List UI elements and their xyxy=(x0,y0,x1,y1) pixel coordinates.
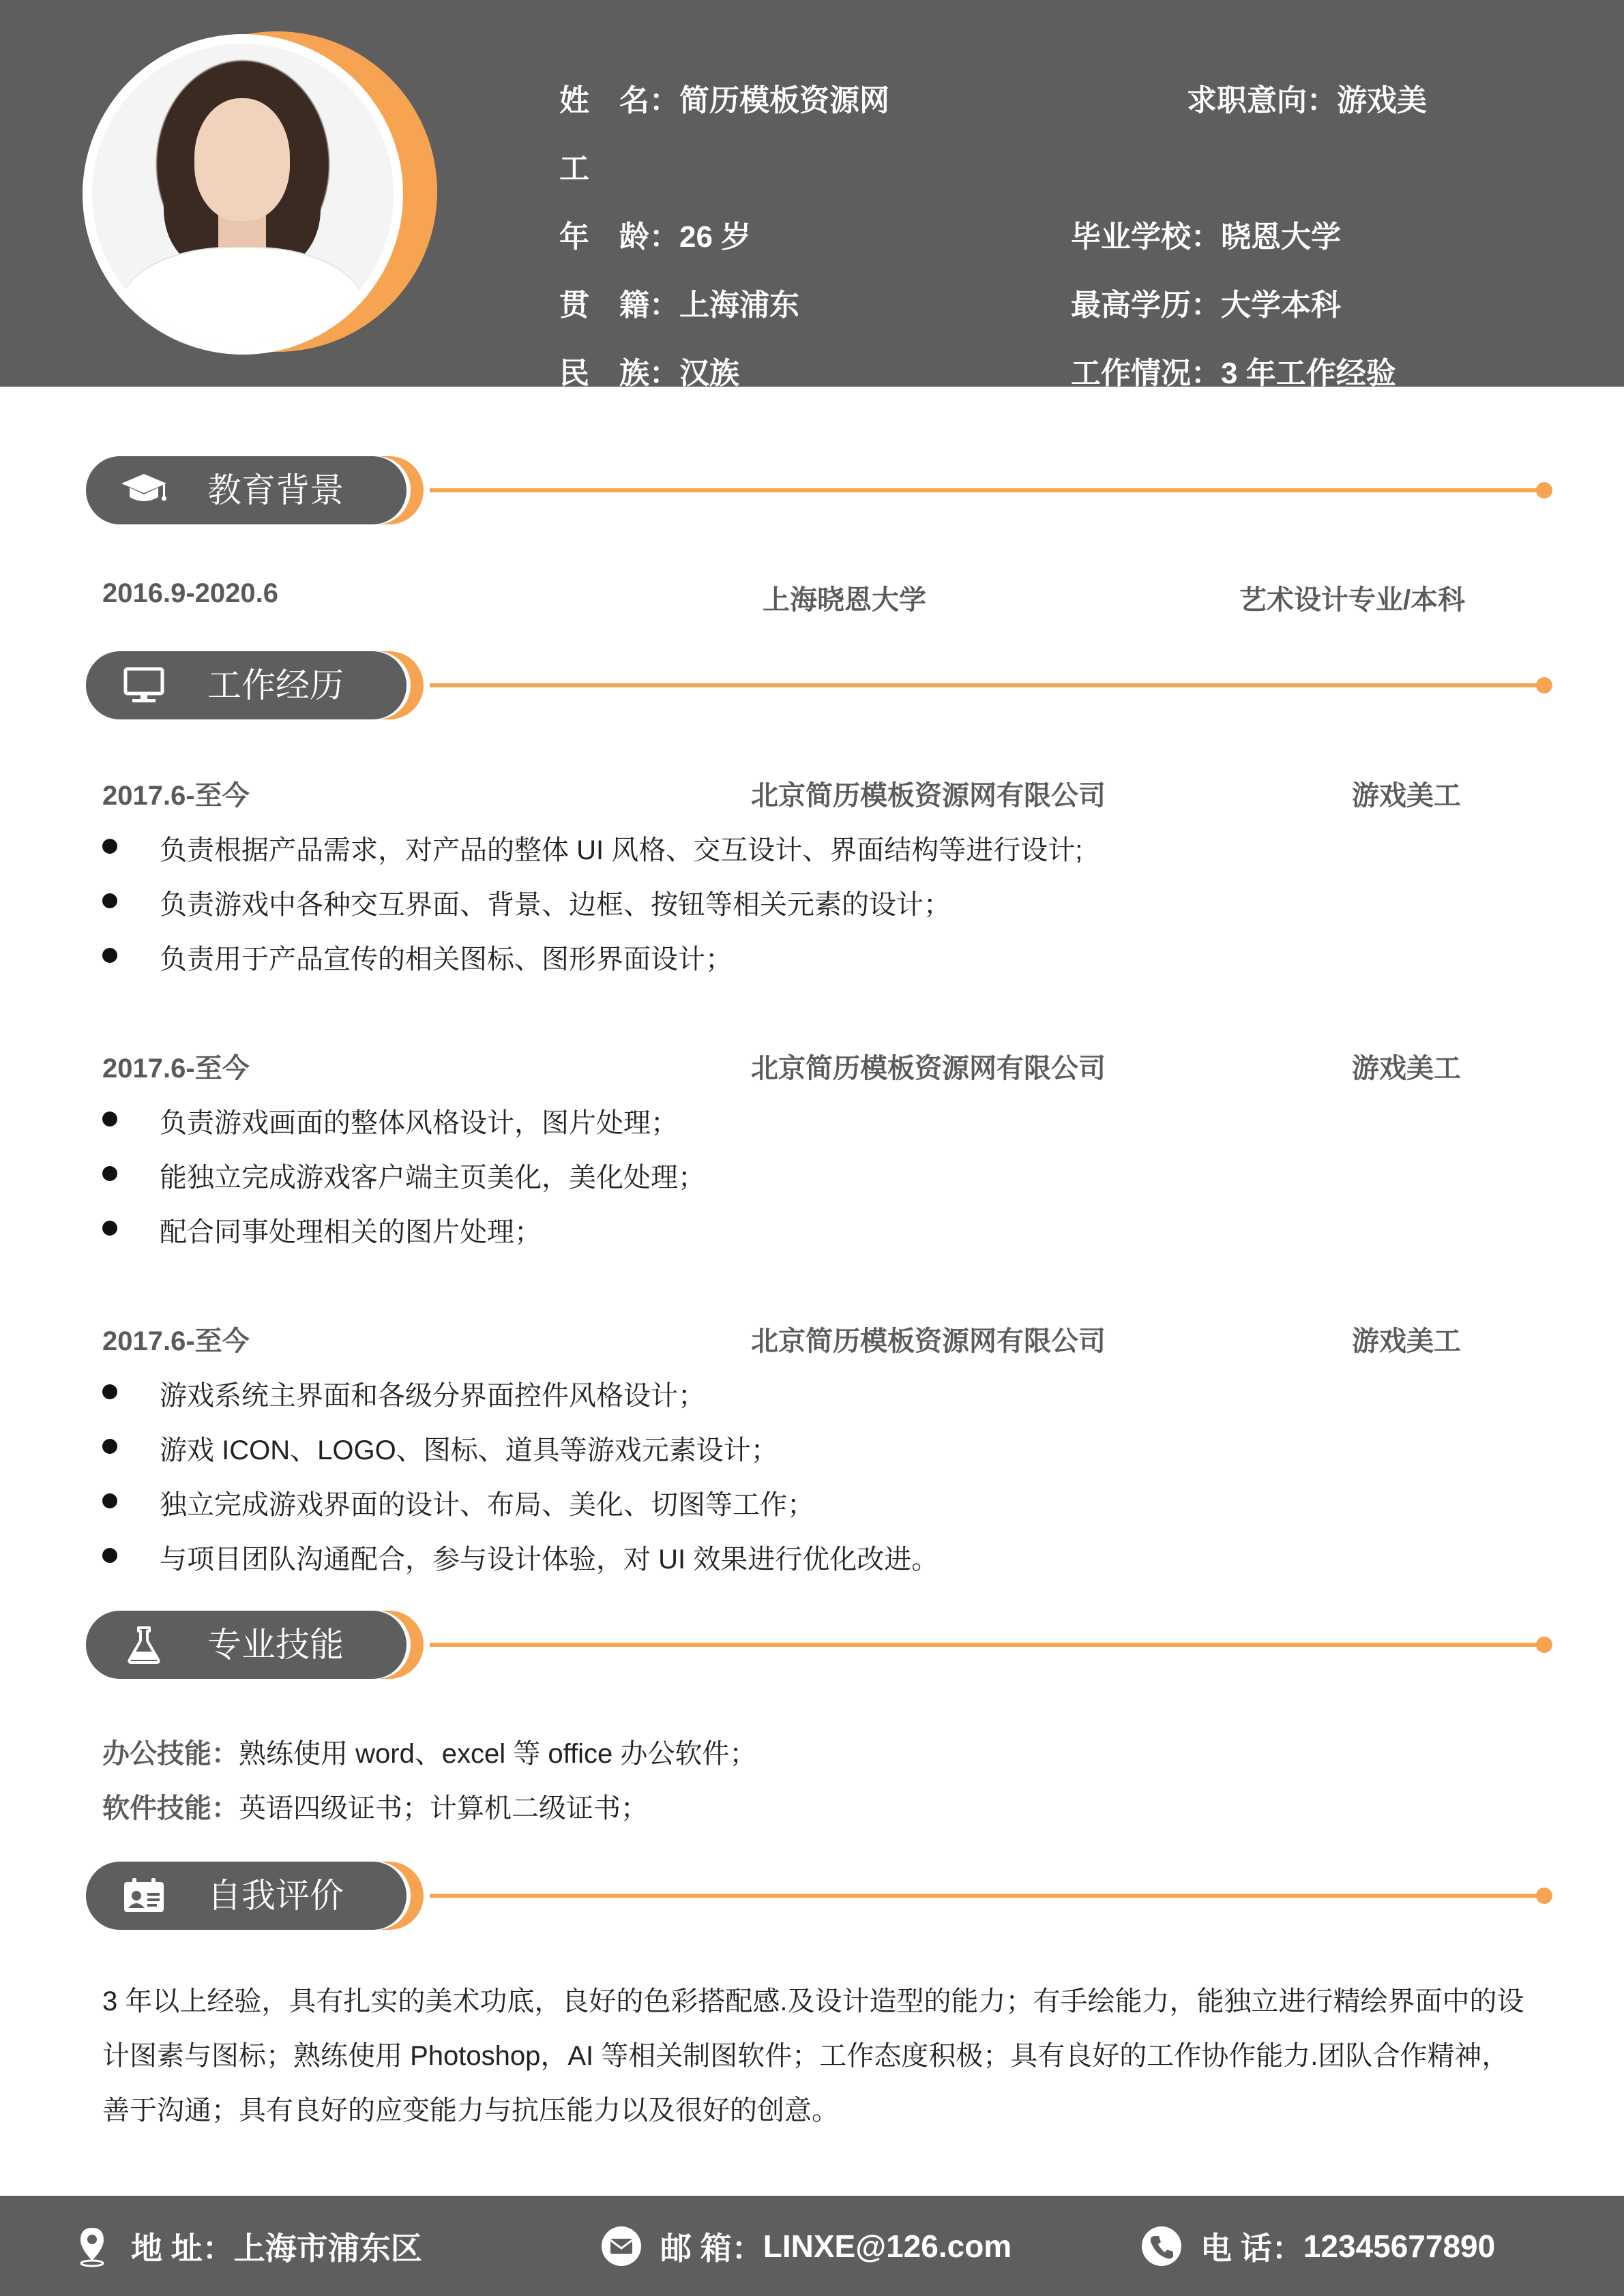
job-period: 2017.6-至今 xyxy=(102,1326,250,1356)
intent-wrap-text: 工 xyxy=(559,152,589,185)
job-duty: 配合同事处理相关的图片处理； xyxy=(160,1217,542,1247)
bullet xyxy=(102,948,117,963)
job-duty: 游戏 ICON、LOGO、图标、道具等游戏元素设计； xyxy=(160,1435,778,1465)
job-title: 游戏美工 xyxy=(1352,1326,1461,1356)
degree-label: 最高学历： xyxy=(1071,288,1221,322)
section-skills xyxy=(86,1611,407,1679)
phone-label: 电 话： xyxy=(1200,2230,1303,2266)
bullet xyxy=(102,1221,117,1236)
job-duty: 游戏系统主界面和各级分界面控件风格设计； xyxy=(160,1381,705,1411)
school-field xyxy=(1071,220,1341,255)
name-label: 姓 名： xyxy=(559,84,679,117)
education-major: 艺术设计专业/本科 xyxy=(1239,585,1466,615)
education-school: 上海晓恩大学 xyxy=(763,585,926,615)
job-period: 2017.6-至今 xyxy=(102,1054,250,1084)
bullet xyxy=(102,893,117,908)
skill-label: 办公技能： xyxy=(102,1739,239,1769)
contact-footer xyxy=(0,2196,1624,2296)
avatar xyxy=(92,44,394,345)
contact-address xyxy=(71,2196,422,2296)
section-education xyxy=(86,456,407,524)
section-skills-title: 专业技能 xyxy=(207,1626,344,1664)
email-label: 邮 箱： xyxy=(660,2230,763,2266)
phone-icon xyxy=(1140,2225,1183,2267)
job-period: 2017.6-至今 xyxy=(102,781,250,811)
age-label: 年 龄： xyxy=(559,220,679,254)
envelope-icon xyxy=(600,2225,643,2267)
degree-value: 大学本科 xyxy=(1221,288,1341,322)
job-duty: 负责用于产品宣传的相关图标、图形界面设计； xyxy=(160,944,733,974)
job-duty: 负责游戏中各种交互界面、背景、边框、按钮等相关元素的设计； xyxy=(160,890,951,920)
bullet xyxy=(102,1384,117,1399)
work-status-field xyxy=(1071,356,1396,387)
intent-label: 求职意向： xyxy=(1187,84,1337,117)
section-work-title: 工作经历 xyxy=(207,666,344,704)
job-company: 北京简历模板资源网有限公司 xyxy=(751,1054,1106,1084)
name-value: 简历模板资源网 xyxy=(679,84,889,117)
skill-value: 熟练使用 word、excel 等 office 办公软件； xyxy=(239,1739,757,1769)
job-duty: 与项目团队沟通配合，参与设计体验，对 UI 效果进行优化改进。 xyxy=(160,1545,939,1575)
skill-software xyxy=(102,1787,648,1825)
skill-label: 软件技能： xyxy=(102,1793,239,1823)
school-value: 晓恩大学 xyxy=(1221,220,1341,254)
flask-icon xyxy=(120,1626,168,1664)
email-value: LINXE@126.com xyxy=(763,2228,1012,2264)
id-card-icon xyxy=(120,1877,168,1915)
contact-email xyxy=(600,2196,1012,2296)
monitor-icon xyxy=(120,666,168,704)
job-company: 北京简历模板资源网有限公司 xyxy=(751,1326,1106,1356)
profile-photo xyxy=(83,34,403,355)
job-duty: 负责根据产品需求，对产品的整体 UI 风格、交互设计、界面结构等进行设计; xyxy=(160,835,1083,865)
bullet xyxy=(102,1439,117,1454)
ethnic-label: 民 族： xyxy=(559,357,679,387)
section-self-dot xyxy=(1536,1888,1552,1904)
job-title: 游戏美工 xyxy=(1352,781,1461,811)
address-label: 地 址： xyxy=(131,2230,234,2266)
section-work-divider xyxy=(430,683,1548,687)
bullet xyxy=(102,1166,117,1181)
intent-field xyxy=(1187,83,1427,119)
phone-value: 12345677890 xyxy=(1303,2228,1496,2264)
origin-value: 上海浦东 xyxy=(679,288,799,322)
section-skills-dot xyxy=(1536,1637,1552,1653)
bullet xyxy=(102,1548,117,1563)
address-value: 上海市浦东区 xyxy=(233,2230,422,2266)
section-self-title: 自我评价 xyxy=(207,1877,344,1915)
section-education-divider xyxy=(430,488,1548,492)
section-skills-divider xyxy=(430,1643,1548,1647)
job-duty: 负责游戏画面的整体风格设计，图片处理； xyxy=(160,1108,678,1138)
profile-header xyxy=(0,0,1624,387)
intent-value: 游戏美 xyxy=(1337,84,1427,117)
name-field xyxy=(559,83,889,119)
skill-office xyxy=(102,1732,756,1771)
ethnic-field xyxy=(559,356,739,387)
job-duty: 能独立完成游戏客户端主页美化，美化处理； xyxy=(160,1163,705,1193)
work-status-label: 工作情况： xyxy=(1071,357,1221,387)
contact-phone xyxy=(1140,2196,1495,2296)
job-title: 游戏美工 xyxy=(1352,1054,1461,1084)
section-work xyxy=(86,651,407,719)
job-duty: 独立完成游戏界面的设计、布局、美化、切图等工作； xyxy=(160,1490,814,1520)
section-self xyxy=(86,1862,407,1930)
school-label: 毕业学校： xyxy=(1071,220,1221,254)
education-period: 2016.9-2020.6 xyxy=(102,578,279,608)
section-work-dot xyxy=(1536,677,1552,694)
degree-field xyxy=(1071,288,1341,323)
location-pin-icon xyxy=(71,2225,113,2267)
bullet xyxy=(102,839,117,854)
graduation-cap-icon xyxy=(120,471,168,509)
bullet xyxy=(102,1493,117,1508)
section-education-dot xyxy=(1536,482,1552,498)
bullet xyxy=(102,1112,117,1127)
section-education-title: 教育背景 xyxy=(207,471,344,509)
job-company: 北京简历模板资源网有限公司 xyxy=(751,781,1106,811)
origin-field xyxy=(559,288,799,323)
origin-label: 贯 籍： xyxy=(559,288,679,322)
self-evaluation-text: 3 年以上经验，具有扎实的美术功底，良好的色彩搭配感.及设计造型的能力；有手绘能力，能独立进行精绘界面中的设计图素与图标；熟练使用 Photoshop，AI 等相关制图软件；工作态度积极；具有良好的工作协作能力.团队合作精神，善于沟通；具有良好的应变能力与抗压能力以及很好的创意。 xyxy=(102,1986,1524,2126)
work-status-value: 3 年工作经验 xyxy=(1221,357,1396,387)
ethnic-value: 汉族 xyxy=(679,357,739,387)
profile-photo-frame xyxy=(83,31,437,355)
age-value: 26 岁 xyxy=(679,220,752,254)
age-field xyxy=(559,220,751,255)
skill-value: 英语四级证书；计算机二级证书； xyxy=(239,1793,648,1823)
section-self-divider xyxy=(430,1894,1548,1898)
